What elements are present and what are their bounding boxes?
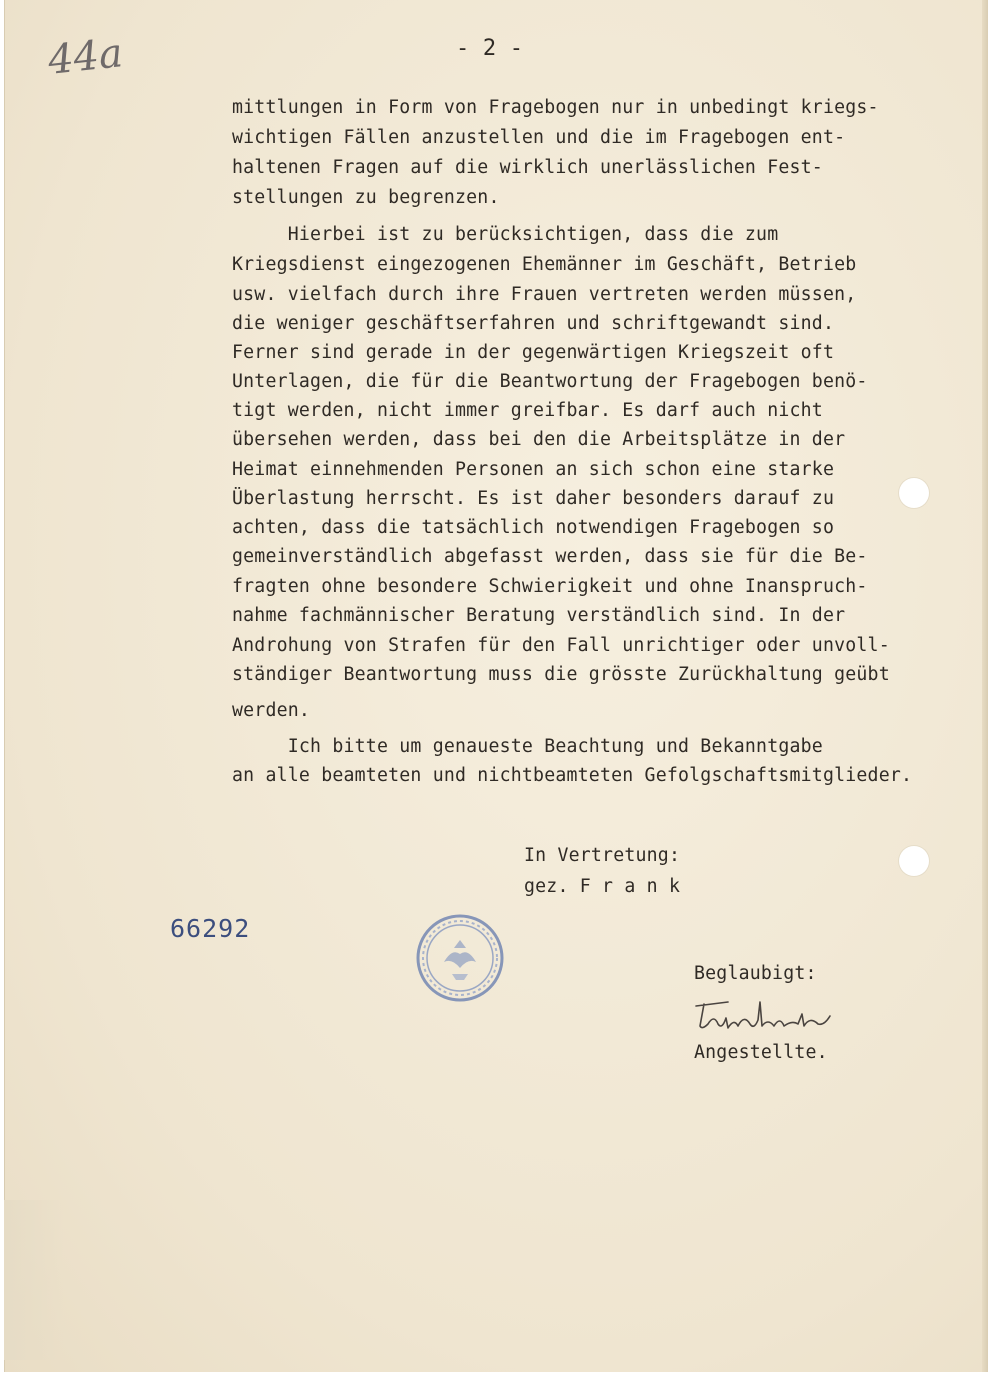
body-line: Ferner sind gerade in der gegenwärtigen Kriegszeit oft	[232, 342, 835, 363]
punch-hole	[899, 478, 929, 508]
body-line: Ich bitte um genaueste Beachtung und Bekanntgabe	[232, 736, 823, 757]
body-line: Heimat einnehmenden Personen an sich schon eine starke	[232, 459, 835, 480]
body-line: Unterlagen, die für die Beantwortung der Fragebogen benö-	[232, 371, 868, 392]
body-line: Androhung von Strafen für den Fall unrichtiger oder unvoll-	[232, 635, 890, 656]
body-line: haltenen Fragen auf die wirklich unerlässlichen Fest-	[232, 157, 823, 178]
punch-hole	[899, 846, 929, 876]
body-line: Kriegsdienst eingezogenen Ehemänner im Geschäft, Betrieb	[232, 254, 857, 275]
page-number: - 2 -	[456, 36, 524, 61]
document-number-stamp: 66292	[170, 914, 251, 943]
body-line: stellungen zu begrenzen.	[232, 187, 500, 208]
handwritten-folio: 44a	[45, 30, 125, 84]
body-line: achten, dass die tatsächlich notwendigen Fragebogen so	[232, 517, 835, 538]
body-line: ständiger Beantwortung muss die grösste Zurückhaltung geübt	[232, 664, 890, 685]
body-line: an alle beamteten und nichtbeamteten Gefolgschaftsmitglieder.	[232, 765, 913, 786]
body-line: übersehen werden, dass bei den die Arbeitsplätze in der	[232, 429, 846, 450]
document-page	[4, 0, 988, 1372]
body-line: mittlungen in Form von Fragebogen nur in unbedingt kriegs-	[232, 97, 879, 118]
handwritten-signature-icon	[688, 994, 838, 1034]
body-line: gemeinverständlich abgefasst werden, dass sie für die Be-	[232, 546, 868, 567]
body-line: werden.	[232, 700, 311, 721]
body-line: Überlastung herrscht. Es ist daher besonders darauf zu	[232, 488, 835, 509]
signature-name: gez. F r a n k	[524, 876, 681, 897]
body-line: die weniger geschäftserfahren und schriftgewandt sind.	[232, 313, 835, 334]
certification-role: Angestellte.	[694, 1042, 828, 1063]
body-line: usw. vielfach durch ihre Frauen vertreten werden müssen,	[232, 284, 857, 305]
body-line: wichtigen Fällen anzustellen und die im Fragebogen ent-	[232, 127, 846, 148]
paper-edge	[982, 0, 988, 1372]
body-line: fragten ohne besondere Schwierigkeit und ohne Inanspruch-	[232, 576, 868, 597]
paper-stain	[4, 1200, 64, 1360]
body-line: Hierbei ist zu berücksichtigen, dass die zum	[232, 224, 779, 245]
body-line: tigt werden, nicht immer greifbar. Es darf auch nicht	[232, 400, 823, 421]
body-line: nahme fachmännischer Beratung verständlich sind. In der	[232, 605, 846, 626]
certification-label: Beglaubigt:	[694, 963, 817, 984]
signature-vertretung: In Vertretung:	[524, 845, 681, 866]
official-seal-icon	[414, 912, 506, 1004]
